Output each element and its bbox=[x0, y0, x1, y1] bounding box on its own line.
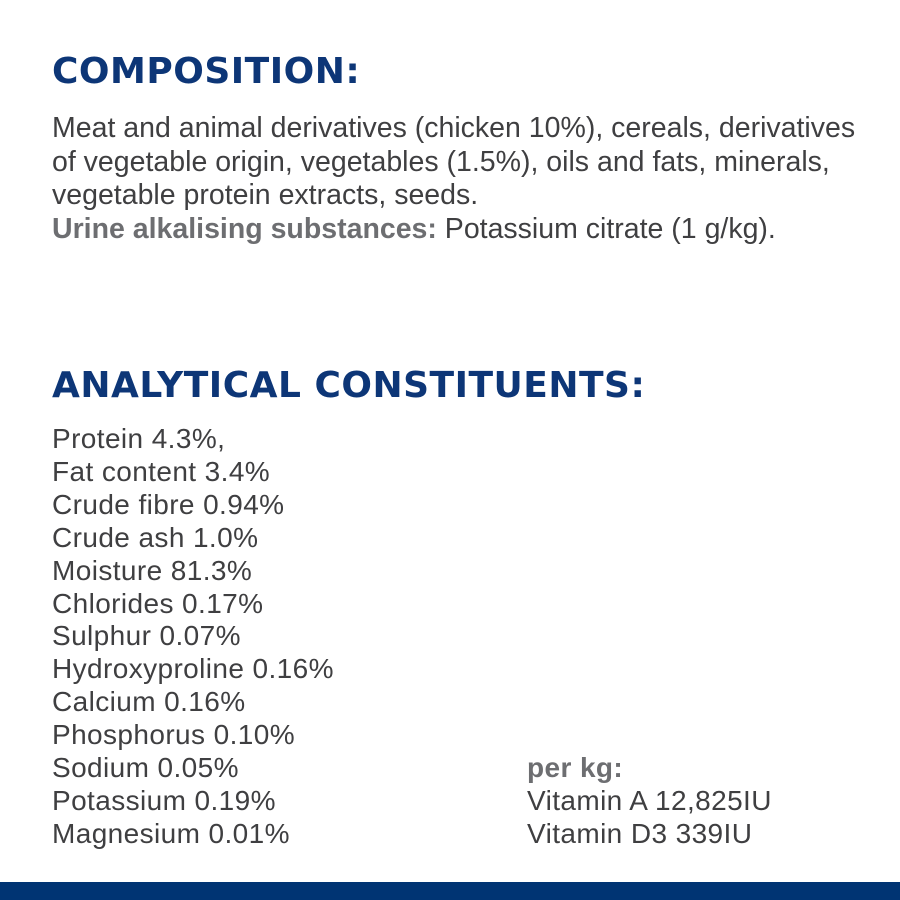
bottom-brand-bar bbox=[0, 882, 900, 900]
composition-heading: COMPOSITION: bbox=[52, 51, 361, 92]
composition-text-block bbox=[52, 112, 872, 246]
constituent-item: Magnesium 0.01% bbox=[52, 817, 290, 849]
constituent-item: Sulphur 0.07% bbox=[52, 620, 241, 652]
additive-value: Potassium citrate (1 g/kg). bbox=[436, 212, 776, 245]
vitamin-item: Vitamin D3 339IU bbox=[527, 817, 753, 849]
constituent-item: Calcium 0.16% bbox=[52, 686, 246, 718]
constituent-item: Fat content 3.4% bbox=[52, 455, 271, 487]
analytical-constituents-heading: ANALYTICAL CONSTITUENTS: bbox=[52, 365, 646, 406]
constituent-item: Protein 4.3%, bbox=[52, 423, 226, 454]
per-kg-list bbox=[527, 752, 772, 851]
constituent-item: Crude ash 1.0% bbox=[52, 521, 259, 553]
composition-ingredients: Meat and animal derivatives (chicken 10%), cereals, derivatives of vegetable origin, vegetables (1.5%), oils and fats, minerals, vegetable protein extracts, seeds. bbox=[52, 112, 856, 211]
constituent-item: Sodium 0.05% bbox=[52, 752, 239, 784]
vitamin-item: Vitamin A 12,825IU bbox=[527, 784, 772, 816]
per-kg-label: per kg: bbox=[527, 752, 624, 783]
additive-label: Urine alkalising substances: bbox=[52, 212, 437, 245]
analytical-constituents-list bbox=[52, 423, 334, 851]
constituent-item: Chlorides 0.17% bbox=[52, 587, 264, 619]
constituent-item: Moisture 81.3% bbox=[52, 554, 253, 586]
constituent-item: Phosphorus 0.10% bbox=[52, 719, 296, 751]
constituent-item: Crude fibre 0.94% bbox=[52, 488, 285, 520]
constituent-item: Potassium 0.19% bbox=[52, 784, 276, 816]
constituent-item: Hydroxyproline 0.16% bbox=[52, 653, 334, 685]
